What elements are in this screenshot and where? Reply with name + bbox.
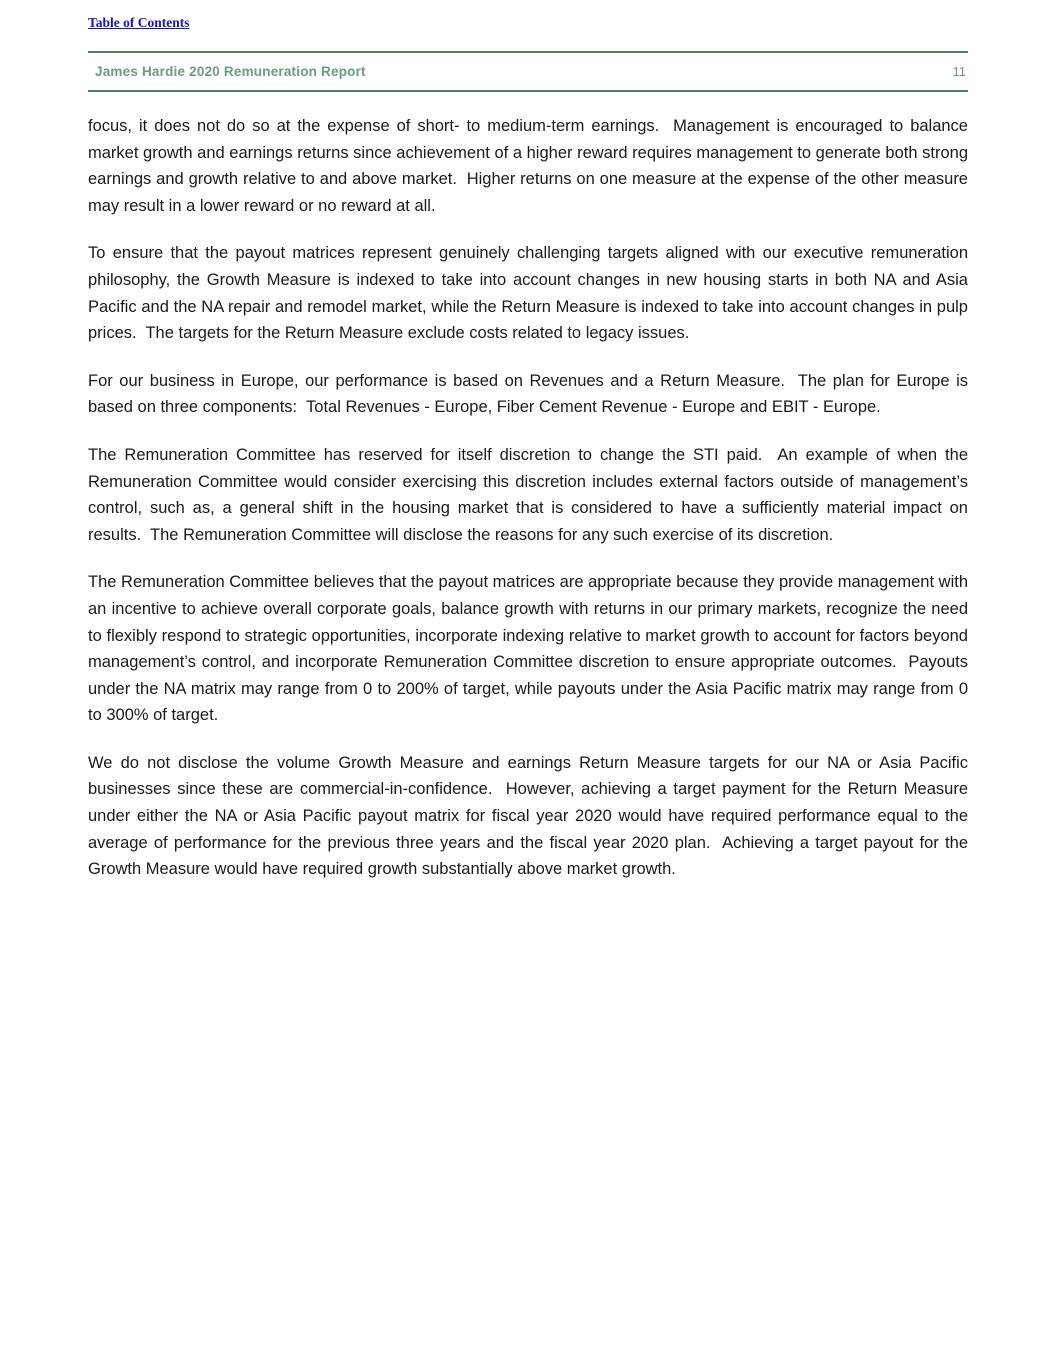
report-title: James Hardie 2020 Remuneration Report xyxy=(95,64,366,79)
table-of-contents-link[interactable]: Table of Contents xyxy=(88,15,190,30)
body-copy xyxy=(88,92,968,883)
body-paragraph: To ensure that the payout matrices represent genuinely challenging targets aligned with our executive remuneration philosophy, the Growth Measure is indexed to take into account changes in new housing starts in both NA and Asia Pacific and the NA repair and remodel market, while the Return Measure is indexed to take into account changes in pulp prices. The targets for the Return Measure exclude costs related to legacy issues. xyxy=(88,244,968,343)
page-number: 11 xyxy=(952,64,966,79)
body-paragraph: focus, it does not do so at the expense of short- to medium-term earnings. Management is encouraged to balance market growth and earnings returns since achievement of a higher reward requires management to generate both strong earnings and growth relative to and above market. Higher returns on one measure at the expense of the other measure may result in a lower reward or no reward at all. xyxy=(88,117,968,215)
body-paragraph: We do not disclose the volume Growth Measure and earnings Return Measure targets for our NA or Asia Pacific businesses since these are commercial-in-confidence. However, achieving a target payment for the Return Measure under either the NA or Asia Pacific payout matrix for fiscal year 2020 would have required performance equal to the average of performance for the previous three years and the fiscal year 2020 plan. Achieving a target payout for the Growth Measure would have required growth substantially above market growth. xyxy=(88,753,968,879)
body-paragraph: For our business in Europe, our performance is based on Revenues and a Return Measure. The plan for Europe is based on three components: Total Revenues - Europe, Fiber Cement Revenue - Europe and EBIT - Europe. xyxy=(88,371,968,417)
body-paragraph: The Remuneration Committee believes that the payout matrices are appropriate because they provide management with an incentive to achieve overall corporate goals, balance growth with returns in our primary markets, recognize the need to flexibly respond to strategic opportunities, incorporate indexing relative to market growth to account for factors beyond management’s control, and incorporate Remuneration Committee discretion to ensure appropriate outcomes. Payouts under the NA matrix may range from 0 to 200% of target, while payouts under the Asia Pacific matrix may range from 0 to 300% of target. xyxy=(88,573,968,725)
report-header xyxy=(88,53,968,90)
body-paragraph: The Remuneration Committee has reserved for itself discretion to change the STI paid. An example of when the Remuneration Committee would consider exercising this discretion includes external factors outside of management’s control, such as, a general shift in the housing market that is considered to have a sufficiently material impact on results. The Remuneration Committee will disclose the reasons for any such exercise of its discretion. xyxy=(88,445,968,544)
